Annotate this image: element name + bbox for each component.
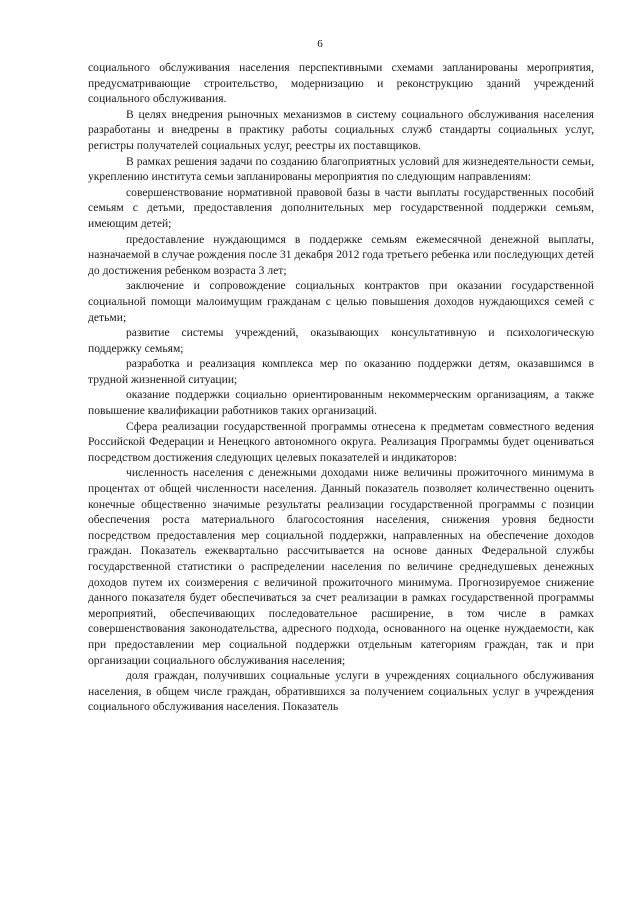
list-item-2: предоставление нуждающимся в поддержке семьям ежемесячной денежной выплаты, назначаемой в случае рождения после 31 декабря 2012 года третьего ребенка или последующих детей до достижения ребенком возраста 3 лет; <box>88 232 594 277</box>
list-item-5: разработка и реализация комплекса мер по оказанию поддержки детям, оказавшимся в трудной жизненной ситуации; <box>88 357 594 386</box>
body-text <box>88 60 594 715</box>
list-item-6: оказание поддержки социально ориентированным некоммерческим организациям, а также повышение квалификации работников таких организаций. <box>88 388 594 418</box>
indicator-1: численность населения с денежными доходами ниже величины прожиточного минимума в процентах от общей численности населения. Данный показатель позволяет количественно оценить конечные общественно значимые результаты реализации государственной программы с позиции обеспечения роста материального благосостояния населения, снижения уровня бедности посредством предоставления мер социальной поддержки, направленных на обеспечение доходов граждан. Показатель ежеквартально рассчитывается на основе данных Федеральной службы государственной статистики о распределении населения по величине среднедушевых денежных доходов путем их соизмерения с величиной прожиточного минимума. Прогнозируемое снижение данного показателя будет обеспечиваться за счет реализации в рамках государственной программы мероприятий, обеспечивающих последовательное расширение, в том числе в рамках совершенствования законодательства, адресного подхода, основанного на оценке нуждаемости, как при предоставлении мер социальной поддержки отдельным категориям граждан, так и при организации социального обслуживания населения; <box>88 466 594 667</box>
paragraph-1: социального обслуживания населения перспективными схемами запланированы мероприятия, предусматривающие строительство, модернизацию и реконструкцию зданий учреждений социального обслуживания. <box>88 61 594 106</box>
paragraph-2: В целях внедрения рыночных механизмов в систему социального обслуживания населения разработаны и внедрены в практику работы социальных служб стандарты социальных услуг, регистры получателей социальных услуг, реестры их поставщиков. <box>88 107 594 152</box>
indicator-2: доля граждан, получивших социальные услуги в учреждениях социального обслуживания населения, в общем числе граждан, обратившихся за получением социальных услуг в учреждения социального обслуживания населения. Показатель <box>88 669 594 714</box>
paragraph-3: В рамках решения задачи по созданию благоприятных условий для жизнедеятельности семьи, укреплению института семьи запланированы мероприятия по следующим направлениям: <box>88 154 594 184</box>
list-item-1: совершенствование нормативной правовой базы в части выплаты государственных пособий семьям с детьми, предоставления дополнительных мер государственной поддержки семьям, имеющим детей; <box>88 185 594 230</box>
paragraph-4: Сфера реализации государственной программы отнесена к предметам совместного ведения Российской Федерации и Ненецкого автономного округа. Реализация Программы будет оцениваться посредством достижения следующих целевых показателей и индикаторов: <box>88 419 594 464</box>
page-number: 6 <box>317 38 323 50</box>
list-item-3: заключение и сопровождение социальных контрактов при оказании государственной социальной помощи малоимущим гражданам с целью повышения доходов нуждающихся семей с детьми; <box>88 279 594 324</box>
list-item-4: развитие системы учреждений, оказывающих консультативную и психологическую поддержку семьям; <box>88 326 594 355</box>
